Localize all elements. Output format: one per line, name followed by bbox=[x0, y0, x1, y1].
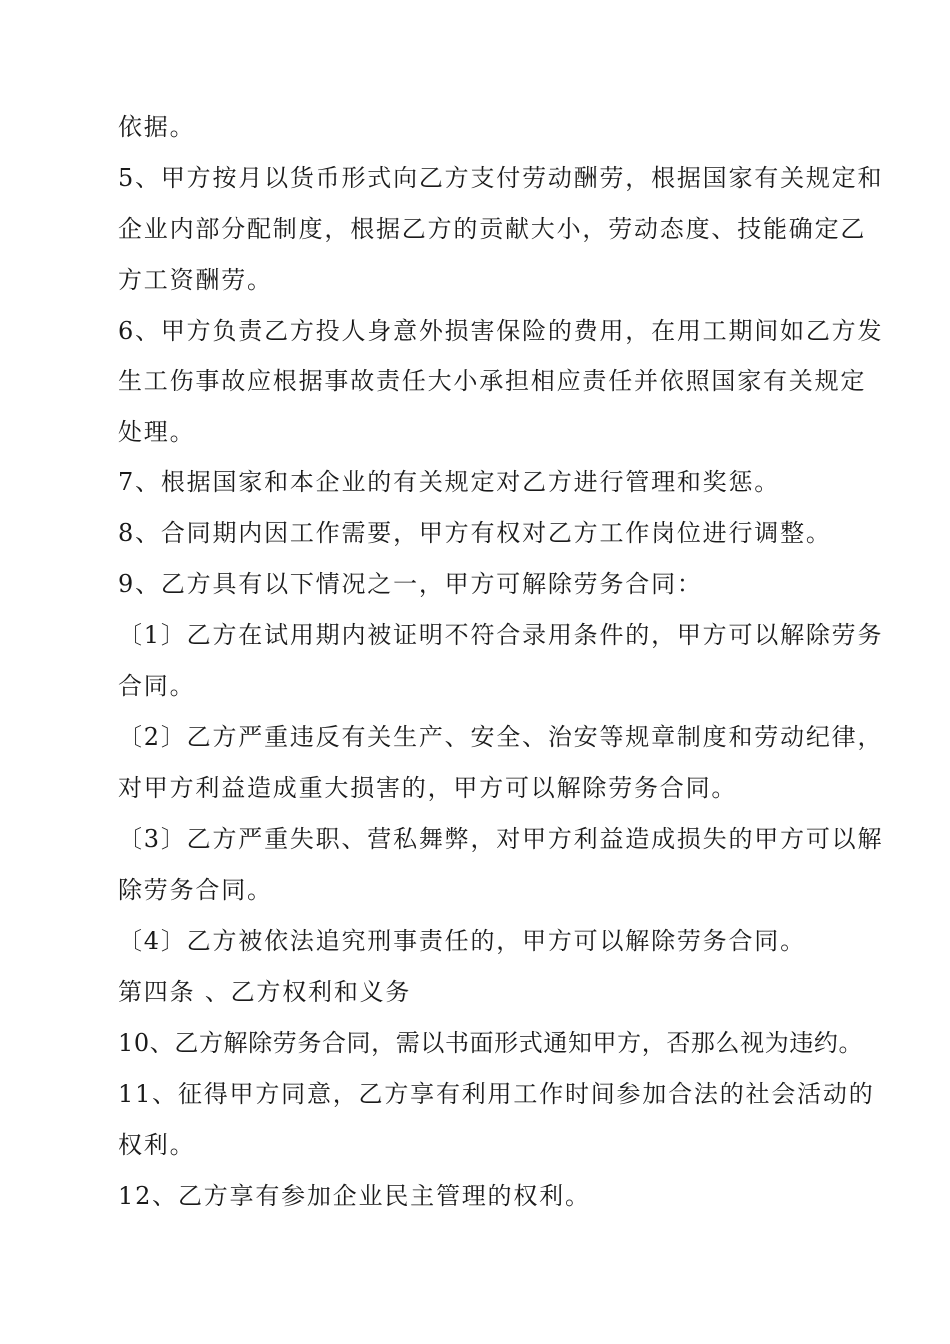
text-line: 对甲方利益造成重大损害的，甲方可以解除劳务合同。 bbox=[118, 774, 738, 802]
text-line: 生工伤事故应根据事故责任大小承担相应责任并依照国家有关规定 bbox=[118, 367, 867, 395]
text-line: 12、乙方享有参加企业民主管理的权利。 bbox=[118, 1182, 591, 1210]
text-line: 依据。 bbox=[118, 113, 196, 141]
text-line: 〔2〕乙方严重违反有关生产、安全、治安等规章制度和劳动纪律， bbox=[118, 723, 884, 751]
text-line: 8、合同期内因工作需要，甲方有权对乙方工作岗位进行调整。 bbox=[118, 519, 832, 547]
text-line: 〔4〕乙方被依法追究刑事责任的，甲方可以解除劳务合同。 bbox=[118, 927, 806, 955]
text-line: 6、甲方负责乙方投人身意外损害保险的费用，在用工期间如乙方发 bbox=[118, 317, 884, 345]
text-line: 5、甲方按月以货币形式向乙方支付劳动酬劳，根据国家有关规定和 bbox=[118, 164, 884, 192]
text-line: 处理。 bbox=[118, 418, 196, 446]
text-line: 7、根据国家和本企业的有关规定对乙方进行管理和奖惩。 bbox=[118, 468, 781, 496]
text-line: 10、乙方解除劳务合同，需以书面形式通知甲方，否那么视为违约。 bbox=[118, 1029, 864, 1057]
text-line: 方工资酬劳。 bbox=[118, 266, 273, 294]
text-line: 〔3〕乙方严重失职、营私舞弊，对甲方利益造成损失的甲方可以解 bbox=[118, 825, 884, 853]
text-line: 权利。 bbox=[118, 1131, 196, 1159]
text-line: 合同。 bbox=[118, 672, 196, 700]
text-line: 〔1〕乙方在试用期内被证明不符合录用条件的，甲方可以解除劳务 bbox=[118, 621, 884, 649]
section-heading: 第四条 、乙方权利和义务 bbox=[118, 978, 412, 1006]
text-line: 9、乙方具有以下情况之一，甲方可解除劳务合同： bbox=[118, 570, 703, 598]
text-line: 11、征得甲方同意，乙方享有利用工作时间参加合法的社会活动的 bbox=[118, 1080, 875, 1108]
text-line: 除劳务合同。 bbox=[118, 876, 273, 904]
text-line: 企业内部分配制度，根据乙方的贡献大小，劳动态度、技能确定乙 bbox=[118, 215, 867, 243]
